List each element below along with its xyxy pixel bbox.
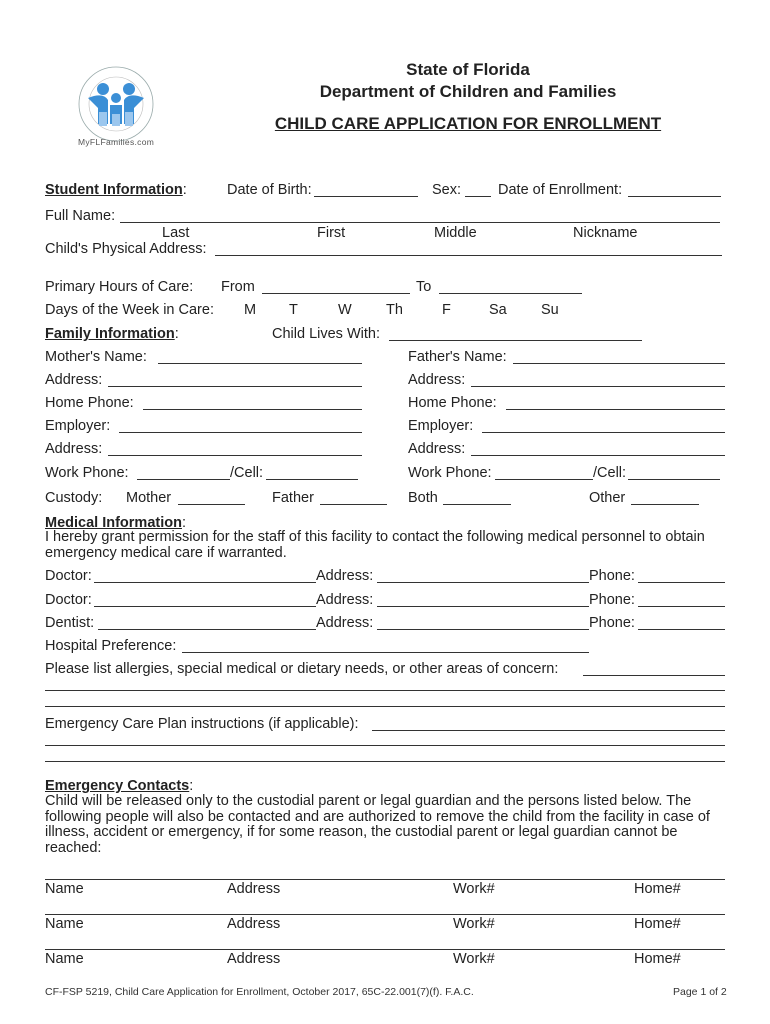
father-cell-label: /Cell: — [593, 465, 627, 481]
doctor1-phone-field[interactable] — [638, 582, 725, 583]
form-identifier: CF-FSP 5219, Child Care Application for Enrollment, October 2017, 65C-22.001(7)(f). F.A.C. — [45, 986, 474, 998]
emergency-contacts-heading: Emergency Contacts: — [45, 778, 194, 794]
mother-address-label: Address: — [45, 372, 103, 388]
contact3-home-label: Home# — [634, 951, 681, 967]
custody-both-label: Both — [408, 490, 438, 506]
lives-with-label: Child Lives With: — [272, 326, 380, 342]
contact1-work-label: Work# — [453, 881, 495, 897]
form-title: CHILD CARE APPLICATION FOR ENROLLMENT — [274, 114, 662, 133]
custody-label: Custody: — [45, 490, 103, 506]
doctor2-label: Doctor: — [45, 592, 92, 608]
mother-employer-address-label: Address: — [45, 441, 103, 457]
contact2-name-label: Name — [45, 916, 84, 932]
emergency-plan-label: Emergency Care Plan instructions (if applicable): — [45, 716, 359, 732]
custody-father-label: Father — [272, 490, 314, 506]
hospital-field[interactable] — [182, 652, 589, 653]
father-employer-field[interactable] — [482, 432, 725, 433]
contact1-name-label: Name — [45, 881, 84, 897]
custody-mother-label: Mother — [126, 490, 172, 506]
dentist-label: Dentist: — [45, 615, 95, 631]
emergency-plan-field-1[interactable] — [372, 730, 725, 731]
mother-work-phone-field[interactable] — [137, 479, 230, 480]
mother-home-phone-label: Home Phone: — [45, 395, 134, 411]
custody-other-field[interactable] — [631, 504, 699, 505]
dentist-address-field[interactable] — [377, 629, 589, 630]
custody-other-label: Other — [589, 490, 626, 506]
state-title: State of Florida — [406, 60, 530, 79]
custody-mother-field[interactable] — [178, 504, 245, 505]
to-field[interactable] — [439, 293, 582, 294]
department-title: Department of Children and Families — [319, 82, 617, 101]
father-employer-address-label: Address: — [408, 441, 466, 457]
doctor1-phone-label: Phone: — [589, 568, 635, 584]
mother-employer-field[interactable] — [119, 432, 362, 433]
doe-label: Date of Enrollment: — [498, 182, 623, 198]
custody-father-field[interactable] — [320, 504, 387, 505]
contact3-address-label: Address — [227, 951, 281, 967]
father-employer-label: Employer: — [408, 418, 474, 434]
dentist-phone-label: Phone: — [589, 615, 635, 631]
day-monday[interactable]: M — [244, 302, 257, 318]
mother-work-phone-label: Work Phone: — [45, 465, 129, 481]
allergies-field-1[interactable] — [583, 675, 725, 676]
contact3-work-label: Work# — [453, 951, 495, 967]
day-tuesday[interactable]: T — [289, 302, 298, 318]
mother-home-phone-field[interactable] — [143, 409, 362, 410]
contact1-home-label: Home# — [634, 881, 681, 897]
mother-name-label: Mother's Name: — [45, 349, 147, 365]
doctor1-address-label: Address: — [316, 568, 374, 584]
father-cell-field[interactable] — [628, 479, 720, 480]
father-home-phone-label: Home Phone: — [408, 395, 497, 411]
dentist-field[interactable] — [98, 629, 316, 630]
father-home-phone-field[interactable] — [506, 409, 725, 410]
last-sublabel: Last — [162, 225, 190, 241]
doctor2-address-label: Address: — [316, 592, 374, 608]
medical-permission-text: I hereby grant permission for the staff of this facility to contact the following medical personnel to obtain emergency medical care if warranted. — [45, 529, 705, 561]
contact2-address-label: Address — [227, 916, 281, 932]
father-name-label: Father's Name: — [408, 349, 507, 365]
full-name-field[interactable] — [120, 222, 720, 223]
father-work-phone-field[interactable] — [495, 479, 593, 480]
full-name-label: Full Name: — [45, 208, 116, 224]
father-address-label: Address: — [408, 372, 466, 388]
day-sunday[interactable]: Su — [541, 302, 559, 318]
contact2-line[interactable] — [45, 914, 725, 915]
mother-address-field[interactable] — [108, 386, 362, 387]
medical-info-heading: Medical Information: — [45, 515, 186, 531]
hours-label: Primary Hours of Care: — [45, 279, 194, 295]
child-address-field[interactable] — [215, 255, 722, 256]
dob-label: Date of Birth: — [227, 182, 312, 198]
father-name-field[interactable] — [513, 363, 725, 364]
father-employer-address-field[interactable] — [471, 455, 725, 456]
day-friday[interactable]: F — [442, 302, 451, 318]
contact1-line[interactable] — [45, 879, 725, 880]
mother-name-field[interactable] — [158, 363, 362, 364]
mother-employer-address-field[interactable] — [108, 455, 362, 456]
emergency-contacts-text: Child will be released only to the custodial parent or legal guardian and the persons listed below. The following people will also be contacted and are authorized to remove the child from the facility in case of illness, accident or emergency, if for some reason, the custodial parent or legal guardian cannot be reached: — [45, 793, 710, 856]
contact2-home-label: Home# — [634, 916, 681, 932]
child-address-label: Child's Physical Address: — [45, 241, 207, 257]
from-label: From — [221, 279, 255, 295]
doctor2-field[interactable] — [94, 606, 316, 607]
student-info-heading: Student Information: — [45, 182, 187, 198]
first-sublabel: First — [317, 225, 346, 241]
middle-sublabel: Middle — [434, 225, 477, 241]
dentist-address-label: Address: — [316, 615, 374, 631]
day-thursday[interactable]: Th — [386, 302, 403, 318]
family-info-heading: Family Information: — [45, 326, 179, 342]
nickname-sublabel: Nickname — [573, 225, 638, 241]
sex-field[interactable] — [465, 196, 491, 197]
contact1-address-label: Address — [227, 881, 281, 897]
day-saturday[interactable]: Sa — [489, 302, 507, 318]
page-number: Page 1 of 2 — [673, 986, 727, 998]
dentist-phone-field[interactable] — [638, 629, 725, 630]
doe-field[interactable] — [628, 196, 721, 197]
allergies-field-2[interactable] — [45, 690, 725, 691]
to-label: To — [416, 279, 432, 295]
lives-with-field[interactable] — [389, 340, 642, 341]
mother-cell-field[interactable] — [266, 479, 358, 480]
doctor1-address-field[interactable] — [377, 582, 589, 583]
allergies-field-3[interactable] — [45, 706, 725, 707]
father-work-phone-label: Work Phone: — [408, 465, 492, 481]
doctor1-label: Doctor: — [45, 568, 92, 584]
doctor1-field[interactable] — [94, 582, 316, 583]
mother-cell-label: /Cell: — [230, 465, 264, 481]
sex-label: Sex: — [432, 182, 462, 198]
doctor2-address-field[interactable] — [377, 606, 589, 607]
allergies-label: Please list allergies, special medical or dietary needs, or other areas of concern: — [45, 661, 559, 677]
custody-both-field[interactable] — [443, 504, 511, 505]
emergency-plan-field-2[interactable] — [45, 745, 725, 746]
mother-employer-label: Employer: — [45, 418, 111, 434]
days-label: Days of the Week in Care: — [45, 302, 214, 318]
dob-field[interactable] — [314, 196, 418, 197]
emergency-plan-field-3[interactable] — [45, 761, 725, 762]
from-field[interactable] — [262, 293, 410, 294]
contact2-work-label: Work# — [453, 916, 495, 932]
contact3-name-label: Name — [45, 951, 84, 967]
logo-website: MyFLFamilies.com — [78, 137, 155, 147]
day-wednesday[interactable]: W — [338, 302, 352, 318]
hospital-label: Hospital Preference: — [45, 638, 177, 654]
father-address-field[interactable] — [471, 386, 725, 387]
doctor2-phone-field[interactable] — [638, 606, 725, 607]
contact3-line[interactable] — [45, 949, 725, 950]
doctor2-phone-label: Phone: — [589, 592, 635, 608]
